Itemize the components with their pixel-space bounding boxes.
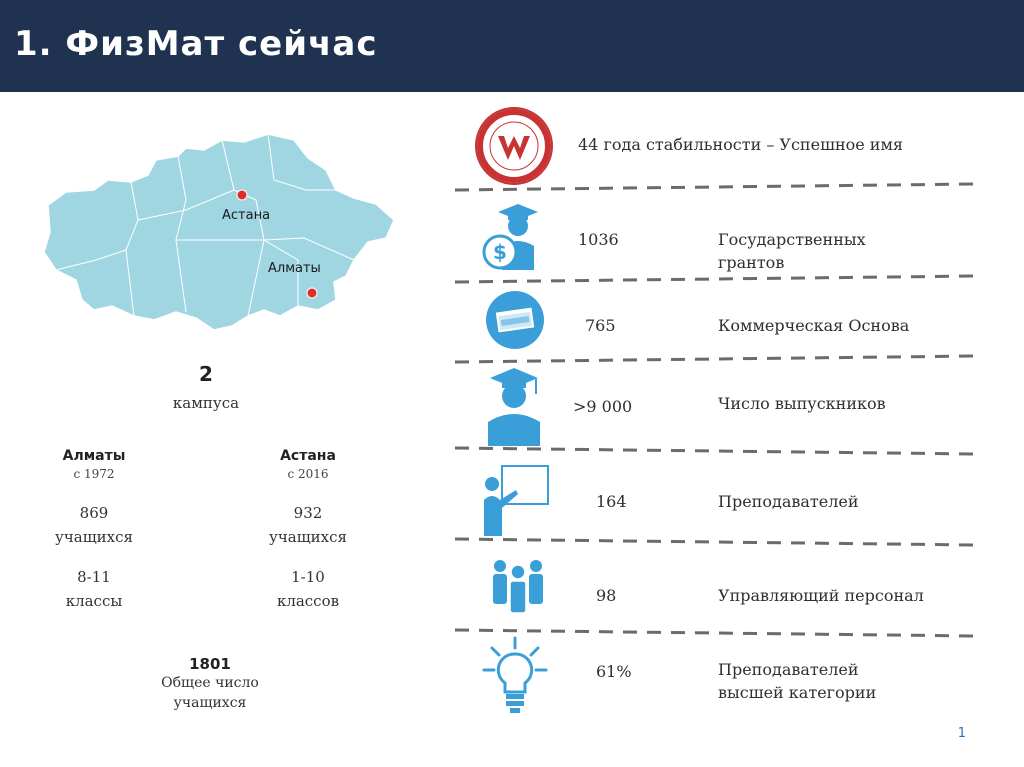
almaty-since: с 1972 xyxy=(73,467,115,481)
page-title: 1. ФизМат сейчас xyxy=(14,24,378,64)
campus-count: 2 xyxy=(199,362,213,386)
astana-grades: 1-10 xyxy=(291,568,325,586)
divider-3 xyxy=(455,352,980,366)
stat-years: 44 года стабильности – Успешное имя xyxy=(578,135,903,154)
stat-staff-value: 98 xyxy=(596,586,617,605)
stat-top-teachers-value: 61% xyxy=(596,662,632,681)
map-shape xyxy=(44,134,394,330)
stat-grants-label: Государственных грантов xyxy=(718,230,866,272)
total-label-1: Общее число xyxy=(161,675,259,691)
campus-label: кампуса xyxy=(172,394,240,412)
stat-graduates-value: >9 000 xyxy=(573,397,633,416)
money-stack-icon xyxy=(485,290,545,350)
astana-map-label: Астана xyxy=(222,208,271,223)
almaty-grades-label: классы xyxy=(65,592,123,610)
almaty-students-label: учащихся xyxy=(55,528,133,546)
astana-students-label: учащихся xyxy=(269,528,347,546)
almaty-city: Алматы xyxy=(62,448,126,464)
graduate-icon xyxy=(484,366,544,448)
astana-marker xyxy=(237,190,247,200)
page-number: 1 xyxy=(957,726,966,741)
people-group-icon xyxy=(488,556,548,614)
header-bar xyxy=(0,0,1024,92)
astana-city: Астана xyxy=(280,448,336,464)
kazakhstan-map xyxy=(36,120,406,345)
astana-column xyxy=(218,448,398,613)
astana-grades-label: классов xyxy=(276,592,340,610)
astana-since: с 2016 xyxy=(287,467,329,481)
total-label-2: учащихся xyxy=(173,695,247,711)
stat-graduates-label: Число выпускников xyxy=(718,394,886,413)
stat-commercial-label: Коммерческая Основа xyxy=(718,316,910,335)
graduate-dollar-icon xyxy=(480,200,546,272)
svg-text:$: $ xyxy=(493,240,507,264)
lightbulb-icon xyxy=(482,636,548,716)
stat-teachers-label: Преподавателей xyxy=(718,492,859,511)
almaty-grades: 8-11 xyxy=(77,568,111,586)
stat-grants-value: 1036 xyxy=(578,230,619,249)
almaty-column xyxy=(4,448,184,613)
astana-students: 932 xyxy=(293,504,323,522)
total-students xyxy=(120,655,300,713)
total-number: 1801 xyxy=(189,655,231,673)
stat-teachers-value: 164 xyxy=(596,492,627,511)
almaty-students: 869 xyxy=(79,504,109,522)
almaty-map-label: Алматы xyxy=(268,261,321,276)
divider-2 xyxy=(455,272,980,286)
stat-top-teachers-label: Преподавателей высшей категории xyxy=(718,660,877,702)
stat-commercial-value: 765 xyxy=(585,316,616,335)
teacher-board-icon xyxy=(480,464,550,538)
badge-logo xyxy=(474,106,554,186)
almaty-marker xyxy=(307,288,317,298)
map-svg xyxy=(36,120,406,345)
stat-staff-label: Управляющий персонал xyxy=(718,586,924,605)
